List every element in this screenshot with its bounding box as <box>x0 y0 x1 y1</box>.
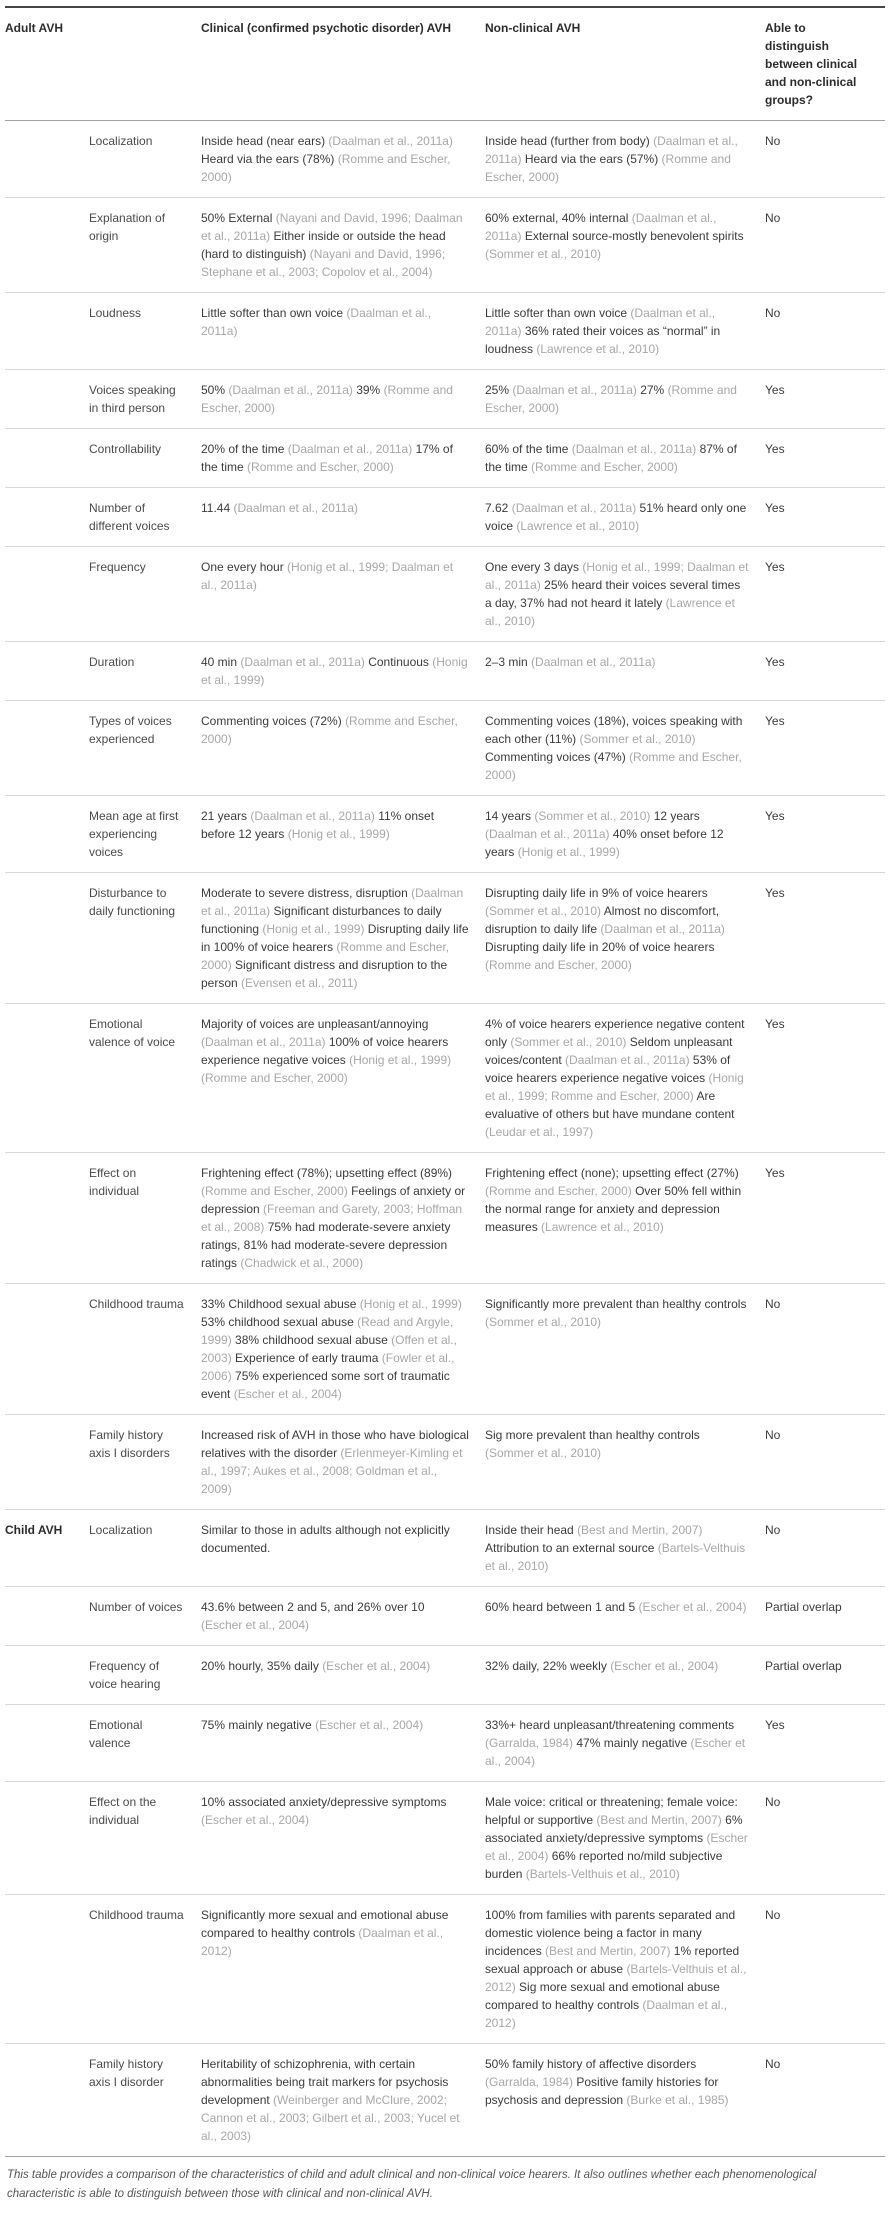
row-characteristic: Emotional valence <box>89 1718 143 1750</box>
table-row <box>5 1587 885 1646</box>
cell-distinguish: No <box>765 1908 781 1922</box>
citation: (Honig et al., 1999; Daalman et al., 2011a) <box>201 560 454 592</box>
row-group-label: Child AVH <box>5 1523 63 1537</box>
cell-nonclinical: 100% from families with parents separated and domestic violence being a factor in many incidences (Best and Mertin, 2007) 1% reported sexual approach or abuse (Bartels-Velthuis et al., 2012) Sig more sexual and emotional abuse compared to healthy controls (Daalman et al., 2012) <box>485 1908 747 2030</box>
table-row <box>5 1004 885 1153</box>
citation: (Daalman et al., 2011a) <box>201 1035 326 1049</box>
citation: (Romme and Escher, 2000) <box>201 383 453 415</box>
table-row <box>5 1782 885 1895</box>
row-characteristic: Frequency of voice hearing <box>89 1659 161 1691</box>
citation: (Read and Argyle, 1999) <box>201 1315 454 1347</box>
cell-nonclinical: Inside head (further from body) (Daalman et al., 2011a) Heard via the ears (57%) (Romme and Escher, 2000) <box>485 134 738 184</box>
cell-clinical: Inside head (near ears) (Daalman et al., 2011a) Heard via the ears (78%) (Romme and Escher, 2000) <box>201 134 453 184</box>
row-group-label <box>5 796 89 872</box>
row-group-label <box>5 1587 89 1645</box>
row-characteristic: Childhood trauma <box>89 1908 184 1922</box>
cell-nonclinical: Significantly more prevalent than healthy controls (Sommer et al., 2010) <box>485 1297 747 1329</box>
header-distinguish: Able to distinguish between clinical and non-clinical groups? <box>765 21 858 107</box>
citation: (Chadwick et al., 2000) <box>240 1256 364 1270</box>
citation: (Evensen et al., 2011) <box>241 976 358 990</box>
row-characteristic: Duration <box>89 655 135 669</box>
citation: (Burke et al., 1985) <box>626 2093 729 2107</box>
citation: (Best and Mertin, 2007) <box>545 1944 671 1958</box>
row-characteristic: Frequency <box>89 560 146 574</box>
header-adult-avh: Adult AVH <box>5 21 63 35</box>
header-clinical-avh: Clinical (confirmed psychotic disorder) AVH <box>201 21 452 35</box>
row-group-label <box>5 1284 89 1414</box>
cell-clinical: Moderate to severe distress, disruption (Daalman et al., 2011a) Significant disturbances to daily functioning (Honig et al., 1999) Disrupting daily life in 100% of voice hearers (Romme and Escher, 2000) Significant distress and disruption to the person (Evensen et al., 2011) <box>201 886 469 990</box>
cell-clinical: One every hour (Honig et al., 1999; Daalman et al., 2011a) <box>201 560 454 592</box>
cell-clinical: 10% associated anxiety/depressive symptoms (Escher et al., 2004) <box>201 1795 447 1827</box>
cell-clinical: Commenting voices (72%) (Romme and Escher, 2000) <box>201 714 458 746</box>
row-characteristic: Disturbance to daily functioning <box>89 886 176 918</box>
citation: (Honig et al., 1999) <box>201 655 468 687</box>
cell-nonclinical: Disrupting daily life in 9% of voice hearers (Sommer et al., 2010) Almost no discomfort, disruption to daily life (Daalman et al., 2011a) Disrupting daily life in 20% of voice hearers (Romme and Escher, 2000) <box>485 886 725 972</box>
citation: (Honig et al., 1999) <box>262 922 365 936</box>
table-row <box>5 796 885 873</box>
table-row <box>5 1284 885 1415</box>
citation: (Nayani and David, 1996; Stephane et al., 2003; Copolov et al., 2004) <box>201 247 446 279</box>
citation: (Daalman et al., 2011a) <box>600 922 725 936</box>
cell-clinical: 21 years (Daalman et al., 2011a) 11% onset before 12 years (Honig et al., 1999) <box>201 809 435 841</box>
citation: (Daalman et al., 2011a) <box>485 211 717 243</box>
row-characteristic: Family history axis I disorders <box>89 1428 170 1460</box>
citation: (Lawrence et al., 2010) <box>536 342 660 356</box>
citation: (Romme and Escher, 2000) <box>485 383 737 415</box>
row-characteristic: Types of voices experienced <box>89 714 172 746</box>
table-row <box>5 2044 885 2157</box>
citation: (Daalman et al., 2011a) <box>511 501 637 515</box>
cell-distinguish: Yes <box>765 714 785 728</box>
citation: (Romme and Escher, 2000) <box>201 1184 348 1198</box>
table-row <box>5 1895 885 2044</box>
citation: (Sommer et al., 2010) <box>485 1315 602 1329</box>
citation: (Escher et al., 2004) <box>610 1659 719 1673</box>
row-group-label <box>5 1415 89 1509</box>
citation: (Honig et al., 1999; Romme and Escher, 2000) <box>485 1071 744 1103</box>
row-group-label <box>5 701 89 795</box>
cell-distinguish: No <box>765 2057 781 2071</box>
row-characteristic: Localization <box>89 1523 153 1537</box>
row-group-label <box>5 547 89 641</box>
citation: (Daalman et al., 2011a) <box>485 134 738 166</box>
cell-clinical: Little softer than own voice (Daalman et al., 2011a) <box>201 306 432 338</box>
row-characteristic: Emotional valence of voice <box>89 1017 176 1049</box>
row-group-label <box>5 1646 89 1704</box>
citation: (Daalman et al., 2012) <box>201 1926 444 1958</box>
table-body <box>5 121 885 2157</box>
citation: (Daalman et al., 2011a) <box>240 655 365 669</box>
citation: (Romme and Escher, 2000) <box>485 750 742 782</box>
table-row <box>5 547 885 642</box>
cell-clinical: 11.44 (Daalman et al., 2011a) <box>201 501 358 515</box>
citation: (Leudar et al., 1997) <box>485 1125 594 1139</box>
citation: (Honig et al., 1999; Daalman et al., 2011a) <box>485 560 749 592</box>
row-characteristic: Number of voices <box>89 1600 183 1614</box>
cell-clinical: Frightening effect (78%); upsetting effect (89%) (Romme and Escher, 2000) Feelings of anxiety or depression (Freeman and Garety, 2003; Hoffman et al., 2008) 75% had moderate-severe anxiety ratings, 81% had moderate-severe depression ratings (Chadwick et al., 2000) <box>201 1166 466 1270</box>
citation: (Honig et al., 1999) <box>349 1053 452 1067</box>
citation: (Daalman et al., 2011a) <box>228 383 353 397</box>
cell-distinguish: Yes <box>765 655 785 669</box>
cell-distinguish: Yes <box>765 383 785 397</box>
cell-nonclinical: 2–3 min (Daalman et al., 2011a) <box>485 655 656 669</box>
cell-distinguish: Yes <box>765 442 785 456</box>
cell-clinical: 43.6% between 2 and 5, and 26% over 10 (Escher et al., 2004) <box>201 1600 425 1632</box>
cell-nonclinical: 33%+ heard unpleasant/threatening comments (Garralda, 1984) 47% mainly negative (Escher et al., 2004) <box>485 1718 746 1768</box>
table-row <box>5 1415 885 1510</box>
table-row <box>5 1705 885 1782</box>
cell-clinical: Heritability of schizophrenia, with certain abnormalities being trait markers for psychosis development (Weinberger and McClure, 2002; Cannon et al., 2003; Gilbert et al., 2003; Yucel et al., 2003) <box>201 2057 460 2143</box>
cell-clinical: 33% Childhood sexual abuse (Honig et al., 1999) 53% childhood sexual abuse (Read and Argyle, 1999) 38% childhood sexual abuse (Offen et al., 2003) Experience of early trauma (Fowler et al., 2006) 75% experienced some sort of traumatic event (Escher et al., 2004) <box>201 1297 462 1401</box>
citation: (Romme and Escher, 2000) <box>201 152 451 184</box>
row-group-label <box>5 488 89 546</box>
citation: (Best and Mertin, 2007) <box>577 1523 703 1537</box>
cell-clinical: Significantly more sexual and emotional abuse compared to healthy controls (Daalman et al., 2012) <box>201 1908 449 1958</box>
citation: (Sommer et al., 2010) <box>485 247 602 261</box>
citation: (Weinberger and McClure, 2002; Cannon et al., 2003; Gilbert et al., 2003; Yucel et al., 2003) <box>201 2093 460 2143</box>
table-header-row <box>5 6 885 121</box>
row-group-label <box>5 2044 89 2156</box>
row-characteristic: Controllability <box>89 442 162 456</box>
cell-clinical: 50% External (Nayani and David, 1996; Daalman et al., 2011a) Either inside or outside the head (hard to distinguish) (Nayani and David, 1996; Stephane et al., 2003; Copolov et al., 2004) <box>201 211 463 279</box>
table-row <box>5 293 885 370</box>
citation: (Lawrence et al., 2010) <box>485 596 735 628</box>
table-row <box>5 198 885 293</box>
cell-distinguish: No <box>765 134 781 148</box>
table-row <box>5 701 885 796</box>
cell-nonclinical: 60% of the time (Daalman et al., 2011a) 87% of the time (Romme and Escher, 2000) <box>485 442 737 474</box>
cell-distinguish: No <box>765 1795 781 1809</box>
citation: (Daalman et al., 2011a) <box>287 442 413 456</box>
row-group-label <box>5 873 89 1003</box>
citation: (Escher et al., 2004) <box>638 1600 747 1614</box>
citation: (Lawrence et al., 2010) <box>541 1220 664 1234</box>
cell-nonclinical: Frightening effect (none); upsetting effect (27%) (Romme and Escher, 2000) Over 50% fell within the normal range for anxiety and depression measures (Lawrence et al., 2010) <box>485 1166 742 1234</box>
cell-distinguish: No <box>765 1297 781 1311</box>
cell-nonclinical: One every 3 days (Honig et al., 1999; Daalman et al., 2011a) 25% heard their voices several times a day, 37% had not heard it lately (Lawrence et al., 2010) <box>485 560 749 628</box>
cell-nonclinical: 7.62 (Daalman et al., 2011a) 51% heard only one voice (Lawrence et al., 2010) <box>485 501 747 533</box>
citation: (Nayani and David, 1996; Daalman et al., 2011a) <box>201 211 463 243</box>
cell-clinical: 40 min (Daalman et al., 2011a) Continuous (Honig et al., 1999) <box>201 655 468 687</box>
cell-distinguish: Partial overlap <box>765 1600 842 1614</box>
row-group-label <box>5 370 89 428</box>
citation: (Honig et al., 1999) <box>517 845 620 859</box>
citation: (Best and Mertin, 2007) <box>596 1813 722 1827</box>
cell-nonclinical: Sig more prevalent than healthy controls (Sommer et al., 2010) <box>485 1428 700 1460</box>
cell-clinical: 75% mainly negative (Escher et al., 2004) <box>201 1718 424 1732</box>
row-group-label <box>5 1004 89 1152</box>
citation: (Daalman et al., 2011a) <box>485 827 610 841</box>
row-characteristic: Number of different voices <box>89 501 170 533</box>
citation: (Garralda, 1984) <box>485 1736 574 1750</box>
citation: (Fowler et al., 2006) <box>201 1351 455 1383</box>
row-characteristic: Childhood trauma <box>89 1297 184 1311</box>
cell-nonclinical: 25% (Daalman et al., 2011a) 27% (Romme and Escher, 2000) <box>485 383 737 415</box>
row-group-label <box>5 198 89 292</box>
cell-clinical: 50% (Daalman et al., 2011a) 39% (Romme and Escher, 2000) <box>201 383 453 415</box>
cell-nonclinical: Male voice: critical or threatening; female voice: helpful or supportive (Best and Mertin, 2007) 6% associated anxiety/depressive symptoms (Escher et al., 2004) 66% reported no/mild subjective burden (Bartels-Velthuis et al., 2010) <box>485 1795 748 1881</box>
citation: (Romme and Escher, 2000) <box>531 460 678 474</box>
citation: (Daalman et al., 2011a) <box>233 501 358 515</box>
cell-distinguish: Yes <box>765 809 785 823</box>
citation: (Romme and Escher, 2000) <box>485 1184 632 1198</box>
cell-distinguish: Yes <box>765 886 785 900</box>
citation: (Bartels-Velthuis et al., 2012) <box>485 1962 747 1994</box>
row-characteristic: Effect on the individual <box>89 1795 157 1827</box>
citation: (Sommer et al., 2010) <box>579 732 696 746</box>
cell-nonclinical: 14 years (Sommer et al., 2010) 12 years (Daalman et al., 2011a) 40% onset before 12 years (Honig et al., 1999) <box>485 809 724 859</box>
table-row <box>5 370 885 429</box>
header-nonclinical-avh: Non-clinical AVH <box>485 21 581 35</box>
cell-clinical: 20% hourly, 35% daily (Escher et al., 2004) <box>201 1659 431 1673</box>
citation: (Daalman et al., 2011a) <box>250 809 375 823</box>
row-group-label <box>5 1705 89 1781</box>
table-row <box>5 488 885 547</box>
citation: (Sommer et al., 2010) <box>510 1035 627 1049</box>
citation: (Garralda, 1984) <box>485 2075 574 2089</box>
row-group-label <box>5 1895 89 2043</box>
citation: (Daalman et al., 2011a) <box>531 655 656 669</box>
cell-distinguish: No <box>765 306 781 320</box>
cell-clinical: Increased risk of AVH in those who have biological relatives with the disorder (Erlenmeyer-Kimling et al., 1997; Aukes et al., 2008; Goldman et al., 2009) <box>201 1428 469 1496</box>
cell-nonclinical: Inside their head (Best and Mertin, 2007) Attribution to an external source (Bartels-Velthuis et al., 2010) <box>485 1523 746 1573</box>
citation: (Sommer et al., 2010) <box>485 904 602 918</box>
citation: (Romme and Escher, 2000) <box>485 152 731 184</box>
row-group-label <box>5 121 89 197</box>
citation: (Romme and Escher, 2000) <box>201 1071 348 1085</box>
cell-nonclinical: 32% daily, 22% weekly (Escher et al., 2004) <box>485 1659 719 1673</box>
citation: (Lawrence et al., 2010) <box>516 519 640 533</box>
cell-clinical: 20% of the time (Daalman et al., 2011a) 17% of the time (Romme and Escher, 2000) <box>201 442 453 474</box>
citation: (Romme and Escher, 2000) <box>201 940 450 972</box>
row-characteristic: Loudness <box>89 306 142 320</box>
cell-nonclinical: 50% family history of affective disorders (Garralda, 1984) Positive family histories for psychosis and depression (Burke et al., 1985) <box>485 2057 729 2107</box>
cell-nonclinical: 4% of voice hearers experience negative content only (Sommer et al., 2010) Seldom unpleasant voices/content (Daalman et al., 2011a) 53% of voice hearers experience negative voices (Honig et al., 1999; Romme and Escher, 2000) Are evaluative of others but have mundane content (Leudar et al., 1997) <box>485 1017 745 1139</box>
row-characteristic: Voices speaking in third person <box>89 383 176 415</box>
citation: (Freeman and Garety, 2003; Hoffman et al., 2008) <box>201 1202 463 1234</box>
cell-distinguish: No <box>765 1428 781 1442</box>
citation: (Escher et al., 2004) <box>485 1736 746 1768</box>
citation: (Escher et al., 2004) <box>233 1387 342 1401</box>
table-row <box>5 873 885 1004</box>
citation: (Escher et al., 2004) <box>201 1618 310 1632</box>
cell-nonclinical: Little softer than own voice (Daalman et al., 2011a) 36% rated their voices as “normal” in loudness (Lawrence et al., 2010) <box>485 306 721 356</box>
table-row <box>5 642 885 701</box>
table-row <box>5 429 885 488</box>
citation: (Romme and Escher, 2000) <box>201 714 458 746</box>
citation: (Offen et al., 2003) <box>201 1333 457 1365</box>
citation: (Daalman et al., 2011a) <box>328 134 453 148</box>
cell-clinical: Similar to those in adults although not explicitly documented. <box>201 1523 450 1555</box>
row-characteristic: Effect on individual <box>89 1166 140 1198</box>
citation: (Daalman et al., 2011a) <box>485 306 716 338</box>
cell-nonclinical: Commenting voices (18%), voices speaking with each other (11%) (Sommer et al., 2010) Commenting voices (47%) (Romme and Escher, 2000) <box>485 714 743 782</box>
table-row <box>5 1646 885 1705</box>
row-characteristic: Family history axis I disorder <box>89 2057 164 2089</box>
citation: (Erlenmeyer-Kimling et al., 1997; Aukes et al., 2008; Goldman et al., 2009) <box>201 1446 463 1496</box>
citation: (Daalman et al., 2011a) <box>565 1053 690 1067</box>
table-row <box>5 121 885 198</box>
table-row <box>5 1153 885 1284</box>
citation: (Escher et al., 2004) <box>322 1659 431 1673</box>
table-caption: This table provides a comparison of the characteristics of child and adult clinical and non-clinical voice hearers. It also outlines whether each phenomenological characteristic is able to distinguish between those with clinical and non-clinical AVH. <box>7 2169 817 2200</box>
citation: (Sommer et al., 2010) <box>485 1446 602 1460</box>
row-group-label <box>5 1782 89 1894</box>
citation: (Escher et al., 2004) <box>201 1813 310 1827</box>
row-characteristic: Mean age at first experiencing voices <box>89 809 179 859</box>
citation: (Romme and Escher, 2000) <box>485 958 632 972</box>
citation: (Daalman et al., 2011a) <box>201 306 432 338</box>
citation: (Romme and Escher, 2000) <box>247 460 394 474</box>
cell-distinguish: Yes <box>765 560 785 574</box>
citation: (Bartels-Velthuis et al., 2010) <box>485 1541 746 1573</box>
row-characteristic: Explanation of origin <box>89 211 166 243</box>
citation: (Daalman et al., 2011a) <box>571 442 697 456</box>
cell-distinguish: Yes <box>765 1718 785 1732</box>
citation: (Escher et al., 2004) <box>315 1718 424 1732</box>
cell-clinical: Majority of voices are unpleasant/annoying (Daalman et al., 2011a) 100% of voice hearers experience negative voices (Honig et al., 1999) (Romme and Escher, 2000) <box>201 1017 452 1085</box>
header-characteristic <box>89 8 201 120</box>
citation: (Sommer et al., 2010) <box>534 809 651 823</box>
row-group-label <box>5 429 89 487</box>
cell-distinguish: Yes <box>765 1017 785 1031</box>
citation: (Bartels-Velthuis et al., 2010) <box>525 1867 680 1881</box>
citation: (Daalman et al., 2011a) <box>512 383 637 397</box>
citation: (Honig et al., 1999) <box>359 1297 462 1311</box>
row-group-label <box>5 293 89 369</box>
row-characteristic: Localization <box>89 134 153 148</box>
citation: (Honig et al., 1999) <box>287 827 390 841</box>
row-group-label <box>5 642 89 700</box>
cell-distinguish: Partial overlap <box>765 1659 842 1673</box>
citation: (Escher et al., 2004) <box>485 1831 748 1863</box>
citation: (Daalman et al., 2011a) <box>201 886 464 918</box>
citation: (Daalman et al., 2012) <box>485 1998 728 2030</box>
cell-nonclinical: 60% heard between 1 and 5 (Escher et al., 2004) <box>485 1600 747 1614</box>
cell-distinguish: No <box>765 211 781 225</box>
cell-nonclinical: 60% external, 40% internal (Daalman et al., 2011a) External source-mostly benevolent spirits (Sommer et al., 2010) <box>485 211 744 261</box>
cell-distinguish: Yes <box>765 501 785 515</box>
cell-distinguish: No <box>765 1523 781 1537</box>
cell-distinguish: Yes <box>765 1166 785 1180</box>
table-row <box>5 1510 885 1587</box>
row-group-label <box>5 1153 89 1283</box>
